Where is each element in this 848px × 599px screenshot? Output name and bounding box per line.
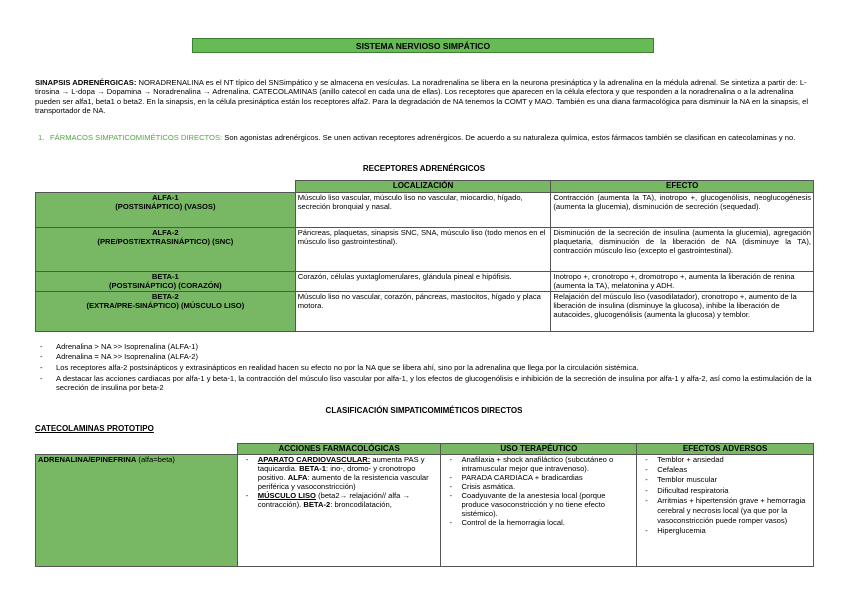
list-item [447,473,634,482]
acc1-c: : ino-, dromo- y cronotropo positivo. [257,464,416,482]
drug-name-cell [36,455,238,567]
list-dash: - [245,455,249,464]
receptors-heading: RECEPTORES ADRENÉRGICOS [362,164,486,173]
page-title: SISTEMA NERVIOSO SIMPÁTICO [192,38,654,53]
receptor-localizacion: Músculo liso no vascular, corazón, páncreas, mastocitos, hígado y placa motora. [295,292,551,332]
col-localizacion: LOCALIZACIÓN [295,181,551,193]
drugs-empty-header [36,444,238,455]
col-uso: USO TERAPÉUTICO [441,444,637,455]
table-row [36,193,814,228]
efecto-text: Dificultad respiratoria [657,485,729,495]
drug-note: (alfa=beta) [136,455,175,464]
list-dash: - [645,485,648,495]
note-item [40,342,816,351]
list-item [447,482,634,491]
note-text: A destacar las acciones cardiacas por alfa-1 y beta-1, la contracción del músculo liso vascular por alfa-1, y los efectos de glucogenólisis e inhibición de la secreción de insulina por alfa-1 y alfa-2, así como la estimulación de la secreción de insulina por beta-2 [56,374,812,393]
table-row [36,455,814,567]
note-item [40,363,816,372]
note-dash: - [40,352,43,361]
list-dash: - [645,465,648,475]
section-1-label: FÁRMACOS SIMPATICOMIMÉTICOS DIRECTOS: [50,133,223,142]
col-acciones: ACCIONES FARMACOLÓGICAS [237,444,441,455]
note-text: Los receptores alfa-2 postsinápticos y extrasinápticos en realidad hacen su efecto no por la NA que se libera ahí, sino por la adrenalina que llega por la circulación sistémica. [56,363,639,372]
list-dash: - [449,491,453,500]
receptor-efecto: Contracción (aumenta la TA), inotropo +, glucogenólisis, neoglucogénesis (aumenta la glucemia), disminución de secreción (sequedad). [551,193,814,228]
receptor-name-sub: (POSTSINÁPTICO) (VASOS) [115,202,216,211]
intro-paragraph [35,78,815,116]
receptor-name-sub: (POSTSINÁPTICO) (CORAZÓN) [109,281,222,290]
note-item [40,352,816,361]
uso-text: Coadyuvante de la anestesia local (porque produce vasoconstricción y no tiene efecto sistémico). [461,491,606,518]
list-item [447,455,634,473]
list-item [447,491,634,518]
acc1-a: aumenta PAS y taquicardia. [257,455,425,473]
receptor-efecto: Relajación del músculo liso (vasodilatador), cronotropo +, aumento de la liberación de insulina (disminuye la glucosa), inhibe la liberación de autacoides, glucogenólisis (aumenta la glucosa) y temblor. [551,292,814,332]
receptor-name [36,292,296,332]
list-item [244,455,439,491]
efectos-cell [637,455,814,567]
acc2-head: MÚSCULO LISO [257,491,316,500]
receptor-name-main: ALFA-1 [152,193,179,202]
note-text: Adrenalina > NA >> Isoprenalina (ALFA-1) [56,342,199,351]
efecto-text: Temblor + ansiedad [657,455,724,464]
list-dash: - [245,491,249,500]
note-text: Adrenalina = NA >> Isoprenalina (ALFA-2) [56,352,199,361]
col-efecto: EFECTO [551,181,814,193]
uso-text: Crisis asmática. [461,482,516,491]
list-item [643,475,811,485]
efecto-text: Temblor muscular [657,475,718,485]
table-row [36,272,814,292]
intro-text: NORADRENALINA es el NT típico del SNSimpático y se almacena en vesículas. La noradrenalina se libera en la neurona presináptica y la adrenalina en la médula adrenal. Se sintetiza a partir de: L-tirosina → L-dopa → Dopamina → Noradrenalina → Adrenalina. CATECOLAMINAS (anillo catecol en cada una de ellas). Los receptores que aparecen en la célula efectora y que responden a la noradrenalina o a la adrenalina pueden ser alfa1, beta1 o beta2. En la sinapsis, en la célula presináptica están los receptores alfa2. Para la degradación de NA tenemos la COMT y MAO. También es una diana farmacológica para disminuir la NA en la sinapsis, el transportador de NA. [35,78,809,116]
efecto-text: Cefaleas [657,465,688,475]
list-dash: - [645,495,648,505]
receptor-name-sub: (EXTRA/PRE-SINÁPTICO) (MÚSCULO LISO) [86,301,245,310]
list-item [643,496,811,527]
acciones-cell [237,455,441,567]
list-dash: - [449,518,453,527]
list-item [643,455,811,465]
receptor-localizacion: Músculo liso vascular, músculo liso no vascular, miocardio, hígado, secreción bronquial y nasal. [295,193,551,228]
list-dash: - [449,455,453,464]
list-item [643,526,811,536]
section-1-text: Son agonistas adrenérgicos. Se unen activan receptores adrenérgicos. De acuerdo a su naturaleza química, estos fármacos también se clasifican en catecolaminas y no. [222,133,796,142]
receptor-efecto: Disminución de la secreción de insulina (aumenta la glucemia), agregación plaquetaria, disminución de la liberación de NA (disminuye la TA), contracción músculo liso (excepto el gastrointestinal). [551,228,814,272]
acc2-b: BETA-2 [303,500,331,509]
list-item [447,518,634,527]
drug-name: ADRENALINA/EPINEFRINA [38,455,137,464]
receptor-efecto: Inotropo +, cronotropo +, dromotropo +, aumenta la liberación de renina (aumenta la TA), melatonina y ADH. [551,272,814,292]
list-dash: - [645,475,648,485]
note-dash: - [40,363,43,372]
classification-heading: CLASIFICACIÓN SIMPATICOMIMÉTICOS DIRECTOS [325,406,523,415]
uso-text: Anafilaxia + shock anafiláctico (subcutáneo o intramuscular mejor que intravenoso). [461,455,614,473]
receptor-name-main: BETA-1 [151,272,179,281]
intro-label: SINAPSIS ADRENÉRGICAS: [35,78,137,87]
receptor-localizacion: Corazón, células yuxtaglomerulares, glándula pineal e hipófisis. [295,272,551,292]
acc1-d: ALFA [287,473,308,482]
section-1-number: 1. [38,133,45,142]
acc2-c: : broncodilatación, [330,500,392,509]
receptor-name-main: ALFA-2 [152,228,179,237]
efecto-text: Hiperglucemia [657,526,706,536]
acc1-b: BETA-1 [299,464,326,473]
acc2-a: (beta2→ relajación// alfa → contracción). [257,491,411,509]
efecto-text: Arritmias + hipertensión grave + hemorragia cerebral y necrosis local (ya que por la vasoconstricción puede romper vasos) [657,495,806,526]
catecolaminas-heading: CATECOLAMINAS PROTOTIPO [35,424,154,433]
receptors-table [35,180,814,332]
table-row [36,292,814,332]
drugs-table [35,443,814,567]
receptor-name [36,272,296,292]
note-item [40,374,816,393]
list-item [643,465,811,475]
acc1-head: APARATO CARDIOVASCULAR: [257,455,371,464]
list-item [244,491,439,509]
receptors-empty-header [36,181,296,193]
acc1-e: : aumento de la resistencia vascular periférica y vasoconstricción) [257,473,429,491]
list-dash: - [449,473,453,482]
list-dash: - [645,455,648,464]
receptor-name-sub: (PRE/POST/EXTRASINÁPTICO) (SNC) [97,237,234,246]
list-dash: - [645,526,648,536]
receptor-localizacion: Páncreas, plaquetas, sinapsis SNC, SNA, músculo liso (todo menos en el músculo liso gastrointestinal). [295,228,551,272]
list-dash: - [449,482,453,491]
receptor-name [36,228,296,272]
uso-text: PARADA CARDIACA + bradicardias [461,473,583,482]
col-efectos: EFECTOS ADVERSOS [637,444,814,455]
section-1 [38,133,815,142]
note-dash: - [40,342,43,351]
list-item [643,486,811,496]
table-row [36,228,814,272]
uso-text: Control de la hemorragia local. [461,518,565,527]
receptor-name-main: BETA-2 [151,292,179,301]
uso-cell [441,455,637,567]
note-dash: - [40,374,43,383]
receptor-name [36,193,296,228]
